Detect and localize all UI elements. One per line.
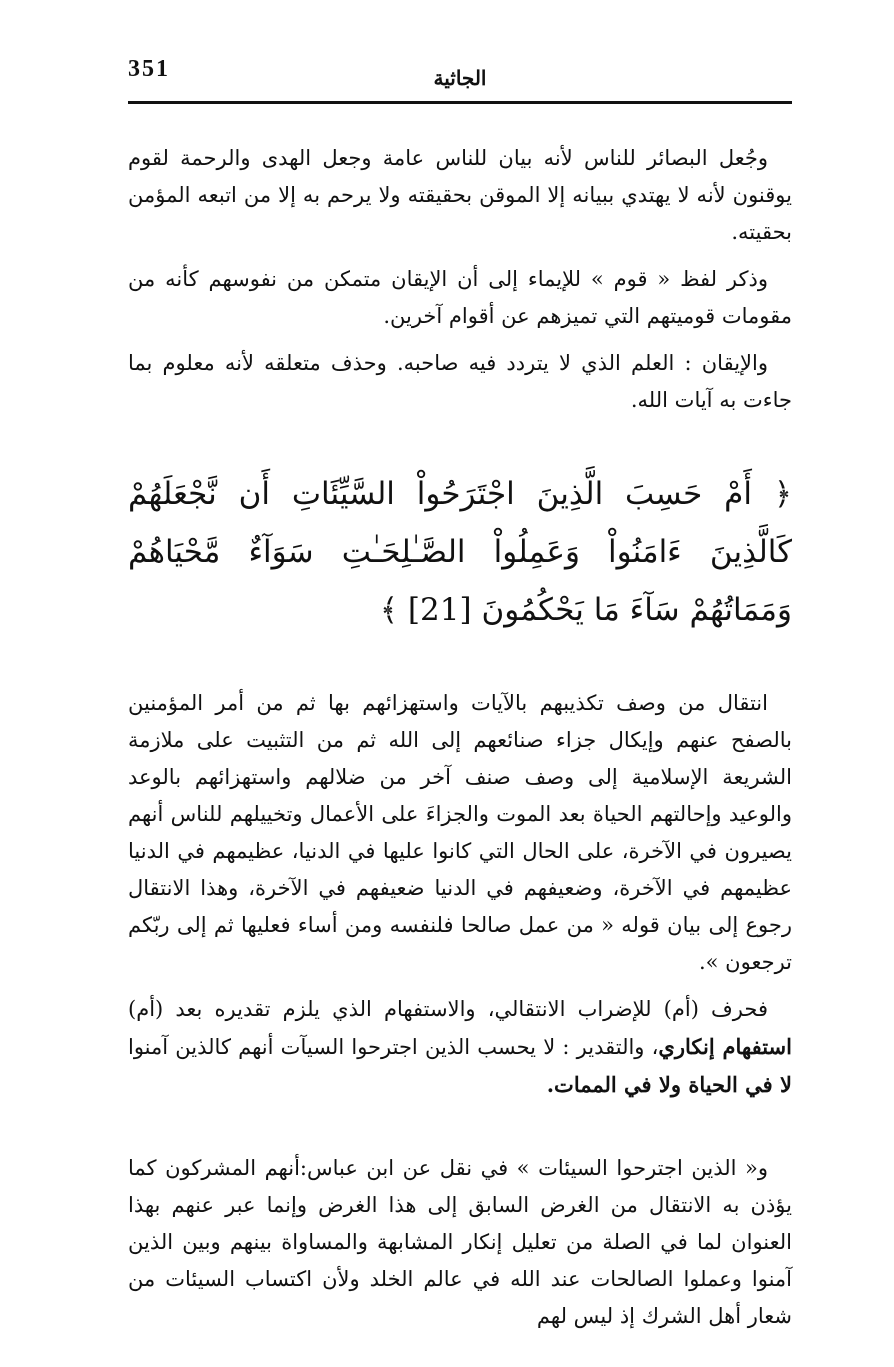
page-header <box>128 56 792 102</box>
paragraph-last: و« الذين اجترحوا السيئات » في نقل عن ابن عباس:أنهم المشركون كما يؤذن به الانتقال من الغرض السابق إلى هذا الغرض وإنما عبر عنهم بهذا العنوان لما في الصلة من تعليل إنكار المشابهة والمساواة بينهم وبين الذين آمنوا وعملوا الصالحات عند الله في عالم الخلد ولأن اكتساب السيئات من شعار أهل الشرك إذ ليس لهم <box>128 1156 792 1328</box>
harf-bold-2: لا في الحياة ولا في الممات. <box>546 1072 792 1097</box>
verse-number: [21] <box>407 592 472 628</box>
paragraph-iqan: والإيقان : العلم الذي لا يتردد فيه صاحبه. وحذف متعلقه لأنه معلوم بما جاءت به آيات الله. <box>128 351 792 412</box>
header-rule <box>128 101 792 104</box>
quran-verse <box>128 465 792 639</box>
paragraph-basair: وجُعل البصائر للناس لأنه بيان للناس عامة وجعل الهدى والرحمة لقوم يوقنون لأنه لا يهتدي ببيانه إلا الموقن بحقيقته ولا يرحم به إلا من اتبعه المؤمن بحقيته. <box>128 146 792 244</box>
page-body <box>128 140 792 1335</box>
verse-text: أَمْ حَسِبَ الَّذِينَ اجْتَرَحُواْ السَّيِّئَاتِ أَن نَّجْعَلَهُمْ كَالَّذِينَ ءَامَنُواْ وَعَمِلُواْ الصَّـٰلِحَـٰتِ سَوَآءٌ مَّحْيَاهُمْ وَمَمَاتُهُمْ سَآءَ مَا يَحْكُمُونَ <box>128 476 792 628</box>
harf-part-1: فحرف (أم) للإضراب الانتقالي، والاستفهام الذي يلزم تقديره بعد (أم) <box>128 997 768 1021</box>
paragraph-harf-am <box>128 991 792 1104</box>
harf-bold-1: استفهام إنكاري <box>658 1034 792 1059</box>
paragraph-qawm: وذكر لفظ « قوم » للإيماء إلى أن الإيقان متمكن من نفوسهم كأنه من مقومات قوميتهم التي تميزهم عن أقوام آخرين. <box>128 267 792 328</box>
running-title: الجاثية <box>433 66 487 90</box>
page-number: 351 <box>128 56 170 82</box>
verse-close-mark: ﴾ <box>379 592 399 628</box>
harf-part-2: ، والتقدير : لا يحسب الذين اجترحوا السيآت أنهم كالذين آمنوا <box>128 1035 659 1059</box>
paragraph-transition: انتقال من وصف تكذيبهم بالآيات واستهزائهم بها ثم من أمر المؤمنين بالصفح عنهم وإيكال جزاء صنائعهم إلى الله ثم من التثبيت على ملازمة الشريعة الإسلامية إلى وصف صنف آخر من ضلالهم واستهزائهم بالوعد والوعيد وإحالتهم الحياة بعد الموت والجزاءَ على الأعمال وتخييلهم للناس أنهم يصيرون في الآخرة، على الحال التي كانوا عليها في الدنيا، عظيمهم في الدنيا عظيمهم في الآخرة، وضعيفهم في الدنيا ضعيفهم في الآخرة، وهذا الانتقال رجوع إلى بيان قوله « من عمل صالحا فلنفسه ومن أساء فعليها ثم إلى ربّكم ترجعون ». <box>128 691 792 974</box>
verse-open-mark: ﴿ <box>773 476 792 512</box>
